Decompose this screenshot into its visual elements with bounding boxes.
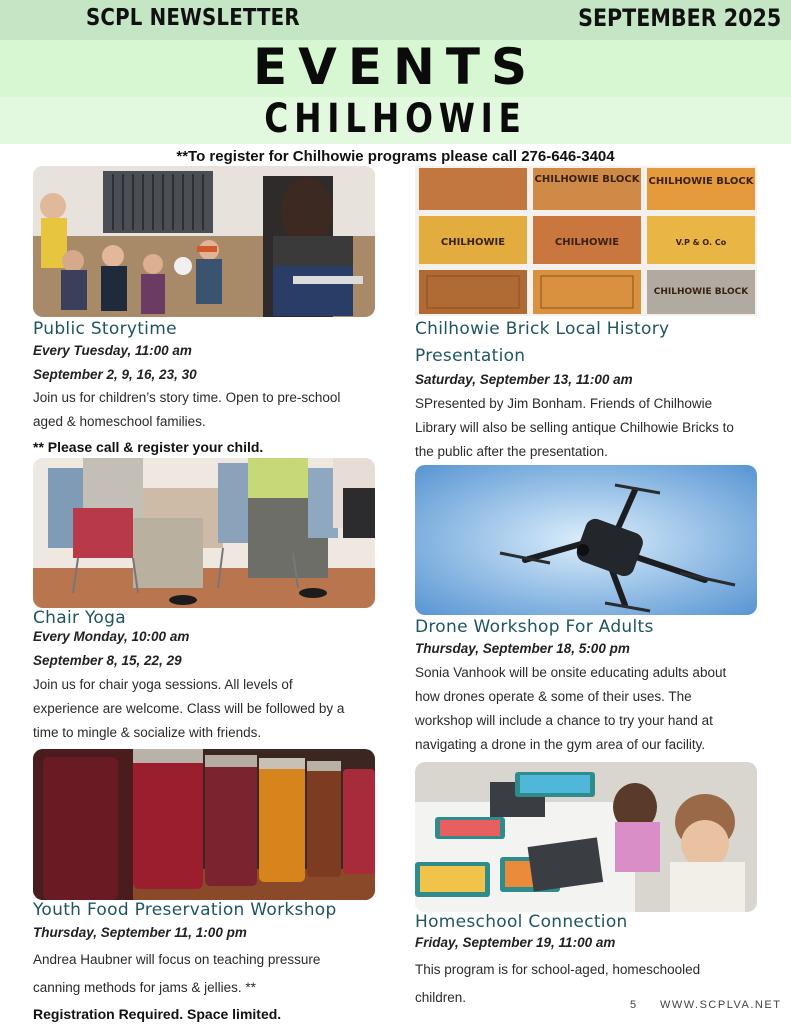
storytime-schedule: Every Tuesday, 11:00 am xyxy=(33,343,192,358)
food-preservation-desc-line1: Andrea Haubner will focus on teaching pressure xyxy=(33,952,321,967)
food-preservation-photo xyxy=(33,749,375,900)
newsletter-label: SCPL NEWSLETTER xyxy=(86,5,300,31)
brick-desc-line2: Library will also be selling antique Chilhowie Bricks to xyxy=(415,420,734,435)
brick-desc-line3: the public after the presentation. xyxy=(415,444,608,459)
chair-yoga-desc-line1: Join us for chair yoga sessions. All levels of xyxy=(33,677,293,692)
page-title: EVENTS xyxy=(253,38,538,96)
newsletter-date: SEPTEMBER 2025 xyxy=(577,4,781,32)
chair-yoga-title: Chair Yoga xyxy=(33,608,126,628)
chair-yoga-schedule: Every Monday, 10:00 am xyxy=(33,629,190,644)
homeschool-desc-line2: children. xyxy=(415,990,467,1005)
drone-desc-line4: navigating a drone in the gym area of our facility. xyxy=(415,737,706,752)
storytime-desc-line1: Join us for children’s story time. Open to pre-school xyxy=(33,390,341,405)
food-preservation-desc-line2: canning methods for jams & jellies. ** xyxy=(33,980,256,995)
brick-stamp-4: CHILHOWIE xyxy=(554,237,620,248)
food-preservation-note: Registration Required. Space limited. xyxy=(33,1006,282,1022)
food-preservation-schedule: Thursday, September 11, 1:00 pm xyxy=(33,925,247,940)
brick-stamp-1: CHILHOWIE BLOCK xyxy=(534,174,640,185)
homeschool-photo xyxy=(415,762,757,912)
brick-schedule: Saturday, September 13, 11:00 am xyxy=(415,372,633,387)
drone-desc-line3: workshop will include a chance to try your hand at xyxy=(415,713,713,728)
chair-yoga-dates: September 8, 15, 22, 29 xyxy=(33,653,182,668)
register-note: **To register for Chilhowie programs please call 276-646-3404 xyxy=(176,148,615,165)
storytime-dates: September 2, 9, 16, 23, 30 xyxy=(33,367,197,382)
drone-desc-line1: Sonia Vanhook will be onsite educating adults about xyxy=(415,665,727,680)
brick-stamp-2: CHILHOWIE BLOCK xyxy=(648,176,754,187)
brick-desc-line1: SPresented by Jim Bonham. Friends of Chilhowie xyxy=(415,396,713,411)
chair-yoga-photo xyxy=(33,458,375,608)
homeschool-schedule: Friday, September 19, 11:00 am xyxy=(415,935,616,950)
drone-title: Drone Workshop For Adults xyxy=(415,617,654,637)
storytime-photo xyxy=(33,166,375,317)
homeschool-title: Homeschool Connection xyxy=(415,912,628,932)
chair-yoga-desc-line3: time to mingle & socialize with friends. xyxy=(33,725,262,740)
storytime-desc-line2: aged & homeschool families. xyxy=(33,414,206,429)
food-preservation-title: Youth Food Preservation Workshop xyxy=(33,900,337,920)
brick-photo xyxy=(415,166,757,316)
brick-title-line1: Chilhowie Brick Local History xyxy=(415,319,670,339)
storytime-note: ** Please call & register your child. xyxy=(33,439,264,455)
page-number: 5 xyxy=(630,999,637,1011)
drone-photo xyxy=(415,465,757,615)
chair-yoga-desc-line2: experience are welcome. Class will be followed by a xyxy=(33,701,345,716)
website-link[interactable]: WWW.SCPLVA.NET xyxy=(660,999,782,1011)
brick-title-line2: Presentation xyxy=(415,346,526,366)
drone-schedule: Thursday, September 18, 5:00 pm xyxy=(415,641,630,656)
storytime-title: Public Storytime xyxy=(33,319,177,339)
drone-desc-line2: how drones operate & some of their uses. The xyxy=(415,689,692,704)
brick-stamp-5: V.P & O. Co xyxy=(675,238,727,247)
branch-title: CHILHOWIE xyxy=(264,96,527,142)
brick-stamp-3: CHILHOWIE xyxy=(440,237,506,248)
homeschool-desc-line1: This program is for school-aged, homeschooled xyxy=(415,962,701,977)
brick-stamp-6: CHILHOWIE BLOCK xyxy=(653,287,749,297)
